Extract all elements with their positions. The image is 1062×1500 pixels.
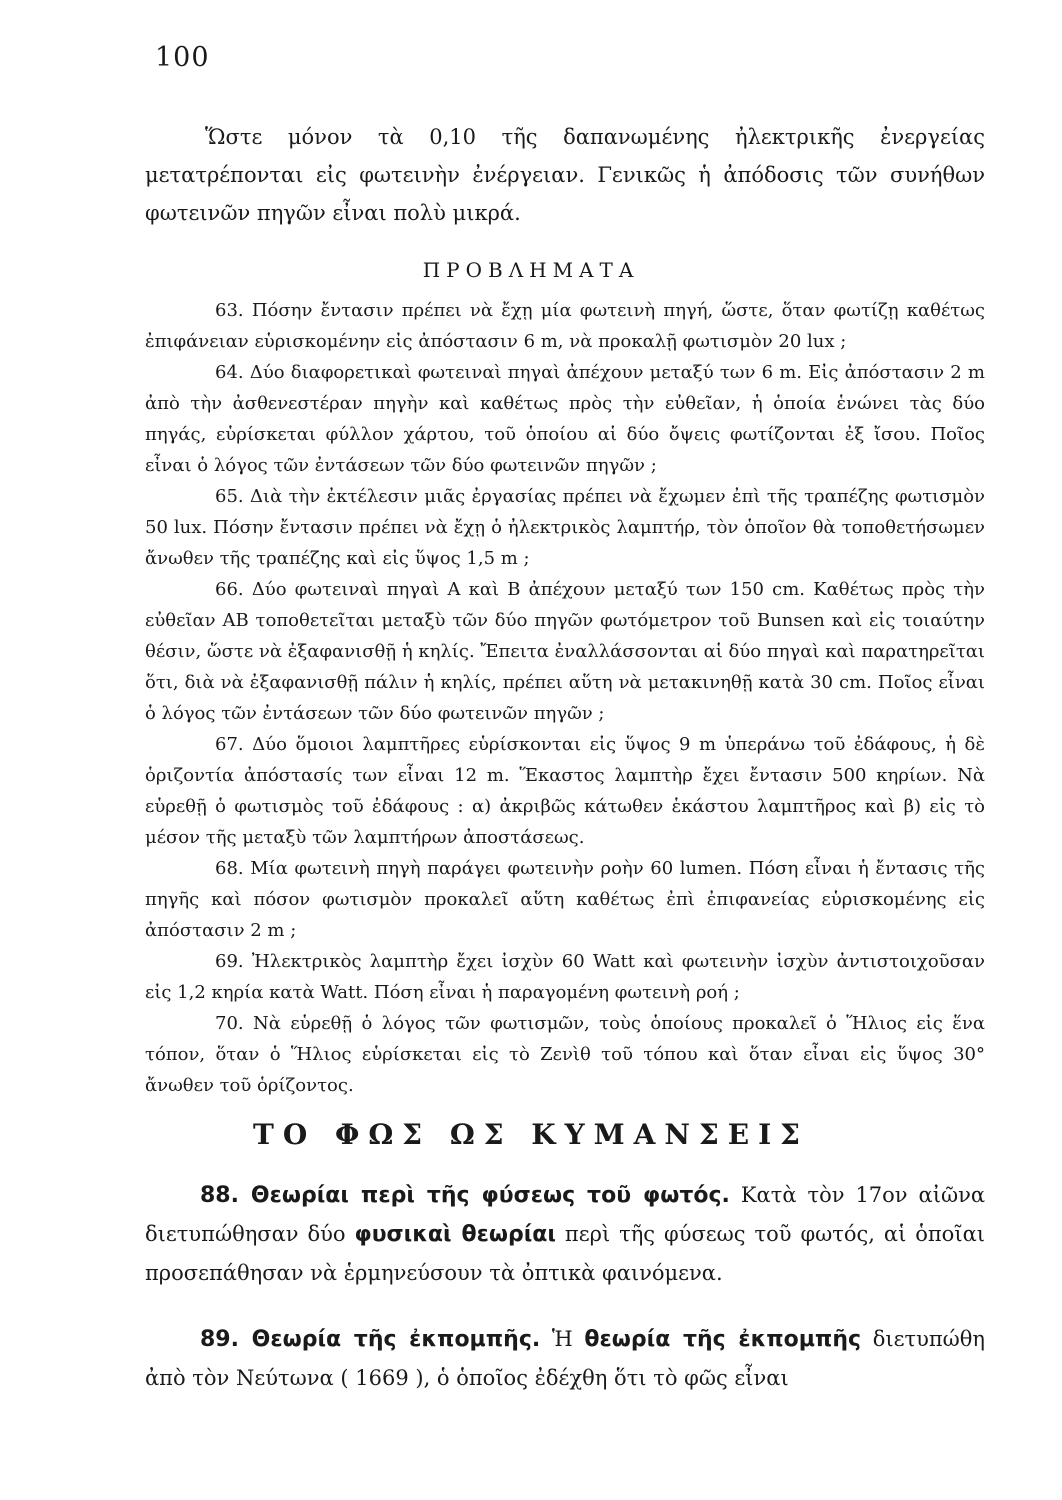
problem-text: Δύο διαφορετικαὶ φωτειναὶ πηγαὶ ἀπέχουν μεταξύ των 6 m. Εἰς ἀπόστασιν 2 m ἀπὸ τὴν ἀσθενεστέραν πηγὴν καὶ καθέτως πρὸς τὴν εὐθεῖαν, ἡ ὁποία ἑνώνει τὰς δύο πηγάς, εὑρίσκεται φύλλον χάρτου, τοῦ ὁποίου αἱ δύο ὄψεις φωτίζονται ἐξ ἴσου. Ποῖος εἶναι ὁ λόγος τῶν ἐντάσεων τῶν δύο φωτεινῶν πηγῶν ; [145, 362, 985, 476]
problem-68 [145, 853, 985, 946]
problem-70 [145, 1008, 985, 1101]
problem-number: 67. [215, 734, 244, 755]
topic-89-text: Ἡ [540, 1327, 585, 1351]
topic-89-text-continued: διετυπώθη ἀπὸ τὸν Νεύτωνα ( 1669 ), ὁ ὁποῖος ἐδέχθη ὅτι τὸ φῶς εἶναι [145, 1327, 986, 1390]
topic-88-emphasis: φυσικαὶ θεωρίαι [354, 1222, 556, 1247]
problem-69 [145, 946, 985, 1008]
problem-text: Ἠλεκτρικὸς λαμπτὴρ ἔχει ἰσχὺν 60 Watt καὶ φωτεινὴν ἰσχὺν ἀντιστοιχοῦσαν εἰς 1,2 κηρία κατὰ Watt. Πόση εἶναι ἡ παραγομένη φωτεινὴ ροή ; [145, 951, 985, 1003]
problem-number: 69. [215, 951, 244, 972]
problem-67 [145, 729, 985, 853]
topic-88-text-continued: περὶ τῆς φύσεως τοῦ φωτός, αἱ ὁποῖαι προσεπάθησαν νὰ ἑρμηνεύσουν τὰ ὀπτικὰ φαινόμενα. [145, 1222, 985, 1285]
topic-89-heading: 89. Θεωρία τῆς ἐκπομπῆς. [200, 1327, 541, 1352]
topic-88-text: Κατὰ τὸν 17ον αἰῶνα διετυπώθησαν δύο [145, 1183, 986, 1246]
topic-88-heading: 88. Θεωρίαι περὶ τῆς φύσεως τοῦ φωτός. [200, 1183, 730, 1208]
problem-66 [145, 574, 985, 729]
problem-number: 68. [215, 858, 244, 879]
problem-number: 66. [215, 579, 244, 600]
problem-text: Διὰ τὴν ἐκτέλεσιν μιᾶς ἐργασίας πρέπει νὰ ἔχωμεν ἐπὶ τῆς τραπέζης φωτισμὸν 50 lux. Πόσην ἔντασιν πρέπει νὰ ἔχῃ ὁ ἠλεκτρικὸς λαμπτήρ, τὸν ὁποῖον θὰ τοποθετήσωμεν ἄνωθεν τῆς τραπέζης καὶ εἰς ὕψος 1,5 m ; [145, 486, 985, 569]
topic-88 [145, 1176, 985, 1293]
problem-number: 70. [215, 1013, 244, 1034]
problem-number: 63. [215, 300, 244, 321]
problem-65 [145, 481, 985, 574]
problem-text: Πόσην ἔντασιν πρέπει νὰ ἔχῃ μία φωτεινὴ πηγή, ὥστε, ὅταν φωτίζῃ καθέτως ἐπιφάνειαν εὑρισκομένην εἰς ἀπόστασιν 6 m, νὰ προκαλῇ φωτισμὸν 20 lux ; [145, 300, 985, 352]
problems-heading: ΠΡΟΒΛΗΜΑΤΑ [422, 258, 640, 282]
problem-text: Δύο ὅμοιοι λαμπτῆρες εὑρίσκονται εἰς ὕψος 9 m ὑπεράνω τοῦ ἐδάφους, ἡ δὲ ὁριζοντία ἀπόστασίς των εἶναι 12 m. Ἕκαστος λαμπτὴρ ἔχει ἔντασιν 500 κηρίων. Νὰ εὑρεθῇ ὁ φωτισμὸς τοῦ ἐδάφους : α) ἀκριβῶς κάτωθεν ἑκάστου λαμπτῆρος καὶ β) εἰς τὸ μέσον τῆς μεταξὺ τῶν λαμπτήρων ἀποστάσεως. [145, 734, 985, 848]
problem-text: Μία φωτεινὴ πηγὴ παράγει φωτεινὴν ροὴν 60 lumen. Πόση εἶναι ἡ ἔντασις τῆς πηγῆς καὶ πόσον φωτισμὸν προκαλεῖ αὕτη καθέτως ἐπὶ ἐπιφανείας εὑρισκομένης εἰς ἀπόστασιν 2 m ; [145, 858, 985, 941]
problem-number: 64. [215, 362, 244, 383]
problem-63 [145, 295, 985, 357]
problem-text: Δύο φωτειναὶ πηγαὶ Α καὶ Β ἀπέχουν μεταξύ των 150 cm. Καθέτως πρὸς τὴν εὐθεῖαν ΑΒ τοποθετεῖται μεταξὺ τῶν δύο πηγῶν φωτόμετρον τοῦ Bunsen καὶ εἰς τοιαύτην θέσιν, ὥστε νὰ ἐξαφανισθῇ ἡ κηλίς. Ἔπειτα ἐναλλάσσονται αἱ δύο πηγαὶ καὶ παρατηρεῖται ὅτι, διὰ νὰ ἐξαφανισθῇ πάλιν ἡ κηλίς, πρέπει αὕτη νὰ μετακινηθῇ κατὰ 30 cm. Ποῖος εἶναι ὁ λόγος τῶν ἐντάσεων τῶν δύο φωτεινῶν πηγῶν ; [145, 579, 985, 724]
topic-89-emphasis: θεωρία τῆς ἐκπομπῆς [584, 1327, 862, 1352]
section-title: ΤΟ ΦΩΣ ΩΣ ΚΥΜΑΝΣΕΙΣ [253, 1118, 809, 1151]
topic-89 [145, 1320, 985, 1398]
problems-list [145, 295, 985, 1101]
problem-number: 65. [215, 486, 244, 507]
problem-text: Νὰ εὑρεθῇ ὁ λόγος τῶν φωτισμῶν, τοὺς ὁποίους προκαλεῖ ὁ Ἥλιος εἰς ἕνα τόπον, ὅταν ὁ Ἥλιος εὑρίσκεται εἰς τὸ Ζενὶθ τοῦ τόπου καὶ ὅταν εἶναι εἰς ὕψος 30° ἄνωθεν τοῦ ὁρίζοντος. [145, 1013, 985, 1096]
problem-64 [145, 357, 985, 481]
page-number: 100 [155, 42, 210, 73]
intro-paragraph: Ὥστε μόνον τὰ 0,10 τῆς δαπανωμένης ἠλεκτρικῆς ἐνεργείας μετατρέπονται εἰς φωτεινὴν ἐνέργειαν. Γενικῶς ἡ ἀπόδοσις τῶν συνήθων φωτεινῶν πηγῶν εἶναι πολὺ μικρά. [145, 125, 985, 225]
